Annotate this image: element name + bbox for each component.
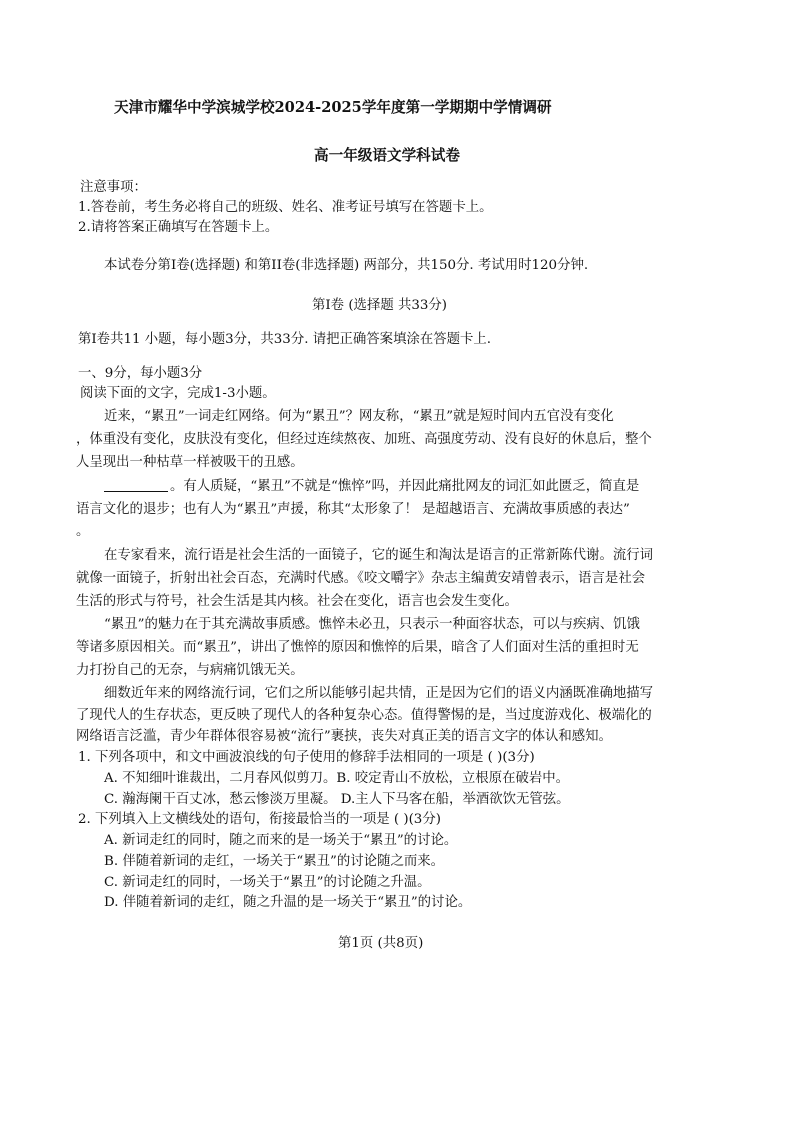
passage-line: 等诸多原因相关。而“累丑”，讲出了憔悴的原因和憔悴的后果，暗含了人们面对生活的重担时无 (76, 640, 639, 655)
part1-instruction: 第Ⅰ卷共11 小题，每小题3分，共33分. 请把正确答案填涂在答题卡上. (78, 332, 492, 347)
exam-title: 天津市耀华中学滨城学校2024-2025学年度第一学期期中学情调研 (114, 99, 552, 116)
fill-in-blank (104, 477, 168, 492)
part1-heading: 第Ⅰ卷 (选择题 共33分) (312, 298, 448, 313)
passage-line-with-blank (104, 477, 639, 497)
exam-subtitle: 高一年级语文学科试卷 (314, 147, 460, 164)
section1-prompt: 阅读下面的文字，完成1-3小题。 (80, 386, 276, 401)
notice-heading: 注意事项： (80, 180, 147, 195)
question-option: C. 新词走红的同时，一场关于“累丑”的讨论随之升温。 (104, 875, 431, 890)
passage-line: 力打扮自己的无奈，与病痛饥饿无关。 (76, 663, 304, 678)
section1-heading: 一、9分，每小题3分 (78, 366, 203, 381)
question-option: A. 不知细叶谁裁出，二月春风似剪刀。B. 咬定青山不放松，立根原在破岩中。 (104, 771, 570, 786)
notice-item: 2.请将答案正确填写在答题卡上。 (78, 220, 279, 235)
passage-line: ，体重没有变化，皮肤没有变化，但经过连续熬夜、加班、高强度劳动、没有良好的休息后，整个 (76, 432, 652, 447)
question-option: C. 瀚海阑干百丈冰，愁云惨淡万里凝。 D.主人下马客在船，举酒欲饮无管弦。 (104, 792, 570, 807)
passage-line: 人呈现出一种枯草一样被吸干的丑感。 (76, 455, 304, 470)
passage-line-text: 。有人质疑，“累丑”不就是“憔悴”吗，并因此痛批网友的词汇如此匮乏，简直是 (170, 479, 640, 494)
passage-line: “累丑”的魅力在于其充满故事质感。憔悴未必丑，只表示一种面容状态，可以与疾病、饥饿 (104, 617, 640, 632)
passage-line: 近来，“累丑”一词走红网络。何为“累丑”？网友称，“累丑”就是短时间内五官没有变化 (104, 409, 614, 424)
question-option: B. 伴随着新词的走红，一场关于“累丑”的讨论随之而来。 (104, 854, 445, 869)
question-stem: 1. 下列各项中，和文中画波浪线的句子使用的修辞手法相同的一项是 ( )(3分) (78, 750, 535, 765)
paper-intro: 本试卷分第Ⅰ卷(选择题) 和第II卷(非选择题) 两部分，共150分. 考试用时120分钟. (104, 258, 589, 273)
page-footer: 第1页 (共8页) (338, 936, 424, 951)
passage-line: 在专家看来，流行语是社会生活的一面镜子，它的诞生和淘汰是语言的正常新陈代谢。流行词 (104, 548, 654, 563)
passage-line: 了现代人的生存状态，更反映了现代人的各种复杂心态。值得警惕的是，当过度游戏化、极端化的 (76, 708, 652, 723)
notice-item: 1.答卷前，考生务必将自己的班级、姓名、准考证号填写在答题卡上。 (78, 200, 493, 215)
passage-line: 语言文化的退步；也有人为“累丑”声援，称其“太形象了！ 是超越语言、充满故事质感的表达” (76, 502, 630, 517)
passage-line: 就像一面镜子，折射出社会百态，充满时代感。《咬文嚼字》杂志主编黄安靖曾表示，语言是社会 (76, 571, 646, 586)
question-option: A. 新词走红的同时，随之而来的是一场关于“累丑”的讨论。 (104, 833, 458, 848)
passage-line: 生活的形式与符号，社会生活是其内核。社会在变化，语言也会发生变化。 (76, 594, 518, 609)
passage-line: 细数近年来的网络流行词，它们之所以能够引起共情，正是因为它们的语义内涵既准确地描写 (104, 686, 654, 701)
question-stem: 2. 下列填入上文横线处的语句，衔接最恰当的一项是 ( )(3分) (78, 812, 441, 827)
question-option: D. 伴随着新词的走红，随之升温的是一场关于“累丑”的讨论。 (104, 895, 472, 910)
passage-line: 网络语言泛滥，青少年群体很容易被“流行”裹挟，丧失对真正美的语言文字的体认和感知。 (76, 729, 612, 744)
passage-line: 。 (76, 524, 90, 539)
